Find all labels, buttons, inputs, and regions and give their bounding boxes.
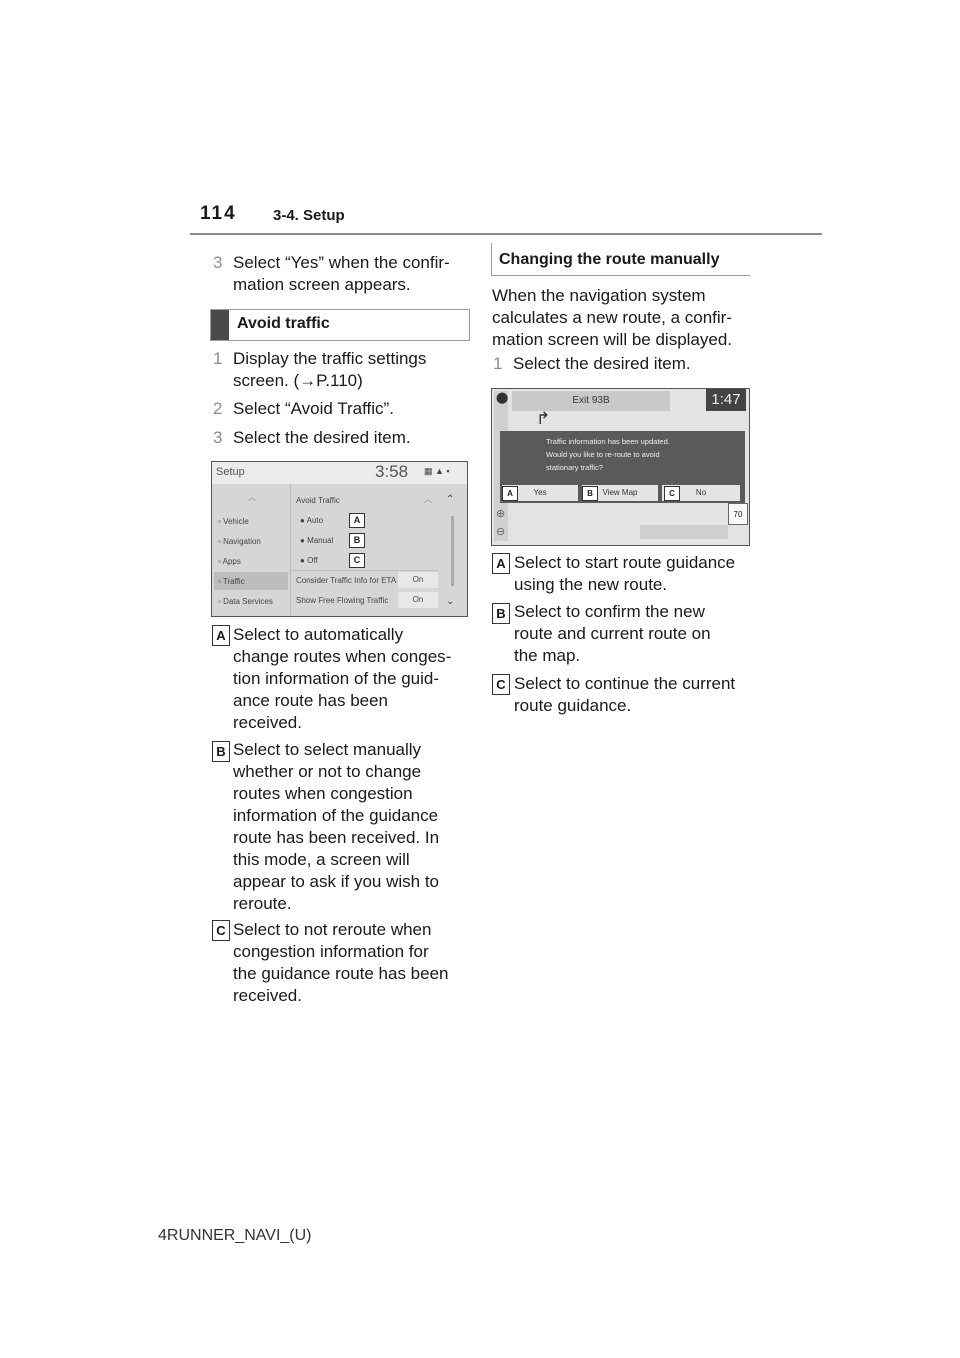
menu-item-data-services[interactable]: ▫ Data Services [218, 597, 273, 606]
callout-a: A [349, 513, 365, 528]
setting-free-flowing: Show Free Flowing Traffic [296, 596, 389, 605]
menu-item-traffic[interactable]: ▫ Traffic [218, 577, 245, 586]
menu-up-chevron-icon[interactable]: ︿ [248, 493, 256, 502]
page-number: 114 [200, 203, 237, 224]
no-button[interactable]: No [662, 485, 740, 501]
callout-a: A [502, 486, 518, 501]
callout-b: B [582, 486, 598, 501]
screen-clock: 3:58 [375, 462, 409, 481]
dialog-message: Traffic information has been updated. Would you like to re-route to avoid stationary traffic? [546, 437, 670, 472]
exit-label: Exit 93B [512, 391, 670, 411]
step-3-select: 3 Select the desired item. [213, 428, 411, 447]
setting-consider-eta-toggle[interactable]: On [398, 572, 438, 588]
avoid-traffic-screenshot [211, 461, 468, 617]
step-3-confirm: 3 Select “Yes” when the confir- mation screen appears. [213, 253, 450, 294]
scroll-down-icon[interactable]: ⌄ [446, 596, 455, 607]
menu-item-vehicle[interactable]: ▫ Vehicle [218, 517, 249, 526]
callout-b: B [349, 533, 365, 548]
document-footer: 4RUNNER_NAVI_(U) [158, 1227, 312, 1244]
right-item-a-description: Select to start route guidance using the new route. [514, 553, 736, 594]
step-1-select-item: 1 Select the desired item. [493, 354, 691, 373]
panel-collapse-icon[interactable]: ︿ [424, 495, 432, 504]
changing-route-heading: Changing the route manually [491, 243, 750, 276]
header-rule [190, 233, 822, 235]
turn-arrow-icon: ↱ [536, 409, 551, 428]
callout-c: C [349, 553, 365, 568]
right-item-letter-c: C [492, 674, 510, 695]
scroll-up-icon[interactable]: ⌃ [446, 494, 455, 505]
yes-button[interactable]: Yes [502, 485, 578, 501]
setting-consider-eta: Consider Traffic Info for ETA [296, 576, 397, 585]
menu-item-apps[interactable]: ▫ Apps [218, 557, 241, 566]
setting-free-flowing-toggle[interactable]: On [398, 592, 438, 608]
compass-icon: ⬤ [496, 392, 509, 404]
item-c-description: Select to not reroute when congestion information for the guidance route has been received. [233, 920, 449, 1005]
right-item-b-description: Select to confirm the new route and current route on the map. [514, 602, 711, 665]
scrollbar[interactable] [451, 516, 454, 586]
item-b-description: Select to select manually whether or not to change routes when congestion information of the guidance route has been received. In this mode, a screen will appear to ask if you wish to reroute. [233, 740, 440, 913]
section-title: 3-4. Setup [273, 207, 345, 224]
option-off[interactable]: ● Off [300, 556, 318, 565]
status-icons: ▦ ▲ ▪ [424, 466, 450, 476]
panel-title: Avoid Traffic [296, 496, 340, 505]
zoom-out-icon[interactable]: ⊖ [496, 526, 506, 538]
callout-c: C [664, 486, 680, 501]
screen-clock: 1:47 [706, 389, 746, 411]
step-2-select: 2 Select “Avoid Traffic”. [213, 399, 394, 418]
reroute-screenshot [491, 388, 750, 546]
right-item-letter-a: A [492, 553, 510, 574]
intro-paragraph: When the navigation system calculates a new route, a confir- mation screen will be displayed. [492, 286, 733, 349]
right-item-letter-b: B [492, 603, 510, 624]
view-map-button[interactable]: View Map [582, 485, 658, 501]
speed-limit-sign: 70 [728, 503, 748, 525]
avoid-traffic-heading: Avoid traffic [210, 309, 470, 341]
step-1-display: 1 Display the traffic settings screen. (→P.110) [213, 349, 427, 390]
zoom-in-icon[interactable]: ⊕ [496, 508, 506, 520]
screen-title: Setup [216, 466, 245, 478]
option-manual[interactable]: ● Manual [300, 536, 334, 545]
right-item-c-description: Select to continue the current route guidance. [514, 674, 736, 715]
eta-bar [640, 525, 728, 539]
item-a-description: Select to automatically change routes when conges- tion information of the guid- ance route has been received. [233, 625, 452, 732]
item-letter-c: C [212, 920, 230, 941]
item-letter-b: B [212, 741, 230, 762]
menu-item-navigation[interactable]: ▫ Navigation [218, 537, 261, 546]
option-auto[interactable]: ● Auto [300, 516, 324, 525]
item-letter-a: A [212, 625, 230, 646]
